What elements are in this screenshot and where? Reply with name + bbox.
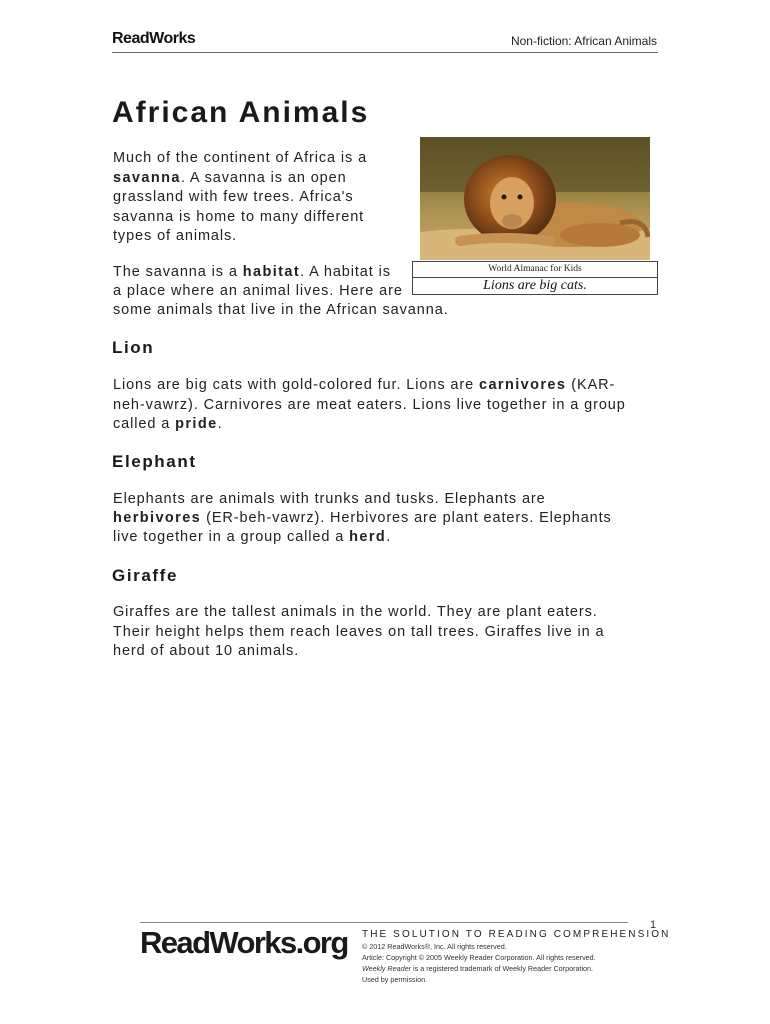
photo-credit: World Almanac for Kids [488, 264, 582, 274]
giraffe-text-line-2: Their height helps them reach leaves on tall trees. Giraffes live in a [113, 624, 605, 640]
footer-permission: Used by permission. [362, 975, 428, 984]
term-herd: herd [349, 529, 387, 545]
section-heading-elephant: Elephant [112, 452, 197, 471]
footer-trademark: Weekly Reader is a registered trademark of Weekly Reader Corporation. [362, 964, 594, 973]
section-heading-giraffe: Giraffe [112, 566, 178, 585]
term-carnivores: carnivores [478, 377, 567, 393]
footer-copyright: © 2012 ReadWorks®, Inc. All rights reserved. [362, 942, 507, 951]
photo-caption: Lions are big cats. [483, 278, 587, 293]
intro-paragraph-2-line-2: a place where an animal lives. Here are [113, 283, 403, 299]
photo-caption-box [412, 261, 658, 295]
page-number: 1 [650, 919, 657, 931]
section-heading-lion: Lion [112, 338, 155, 357]
footer-tagline: THE SOLUTION TO READING COMPREHENSION [362, 929, 671, 940]
lion-text-line-2: neh-vawrz). Carnivores are meat eaters. Lions live together in a group [113, 397, 626, 413]
elephant-text-line-2: herbivores (ER-beh-vawrz). Herbivores are plant eaters. Elephants [113, 510, 612, 526]
document-type-label: Non-fiction: African Animals [510, 34, 657, 48]
intro-paragraph-1: Much of the continent of Africa is a savanna. A savanna is an open grassland with few trees. Africa's savanna is home to many different types of animals. [113, 150, 368, 244]
term-savanna: savanna [113, 169, 181, 186]
intro-paragraph-2-line-3: some animals that live in the African savanna. [113, 302, 449, 318]
term-herbivores: herbivores [113, 510, 202, 526]
giraffe-text-line-3: herd of about 10 animals. [113, 643, 300, 659]
readworks-logo: ReadWorks [112, 30, 196, 47]
lion-photo [420, 137, 650, 260]
header-divider [112, 52, 658, 53]
intro-paragraph-2-line-1: The savanna is a habitat. A habitat is [113, 264, 391, 280]
term-habitat: habitat [242, 264, 301, 280]
term-pride: pride [175, 416, 218, 432]
elephant-text-line-3: live together in a group called a herd. [113, 529, 392, 545]
lion-text-line-3: called a pride. [113, 416, 223, 432]
footer-divider [140, 922, 628, 923]
elephant-text-line-1: Elephants are animals with trunks and tusks. Elephants are [113, 491, 546, 507]
footer-article-copyright: Article: Copyright © 2005 Weekly Reader Corporation. All rights reserved. [362, 953, 596, 962]
weekly-reader-name: Weekly Reader [362, 964, 412, 973]
giraffe-text-line-1: Giraffes are the tallest animals in the world. They are plant eaters. [113, 604, 598, 620]
lion-photo-figure [412, 137, 658, 295]
lion-text-line-1: Lions are big cats with gold-colored fur. Lions are carnivores (KAR- [113, 377, 616, 393]
page-title: African Animals [112, 96, 370, 129]
lion-illustration [420, 137, 650, 260]
readworks-org-logo: ReadWorks.org [140, 925, 348, 960]
